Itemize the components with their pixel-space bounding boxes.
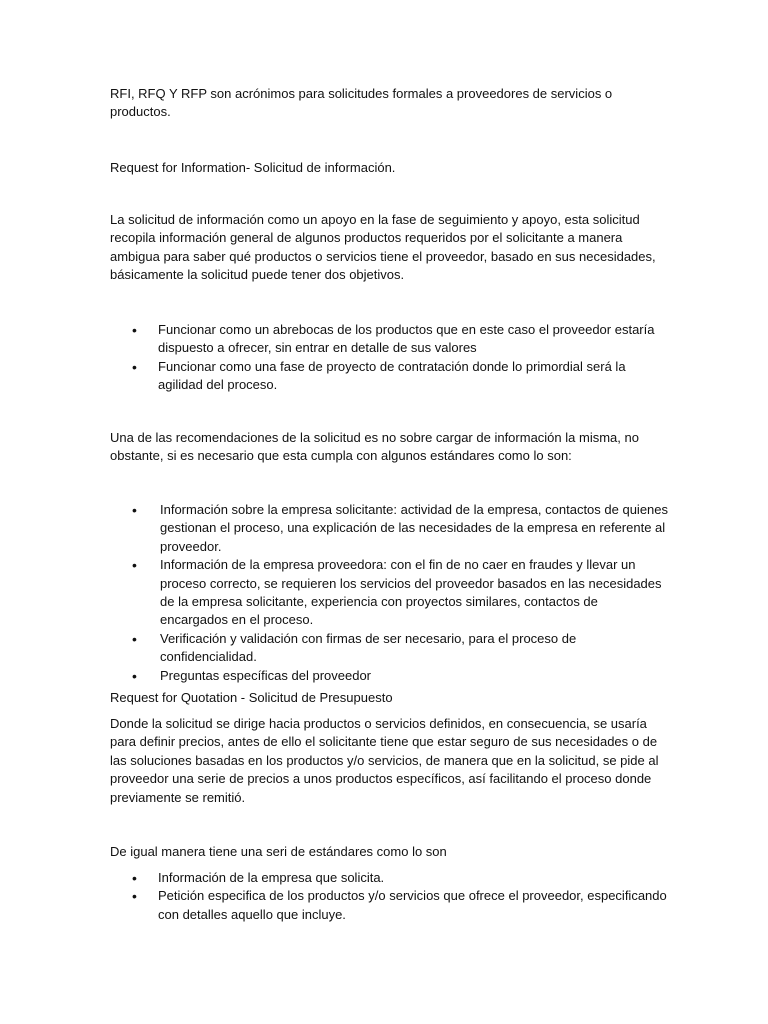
rfi-heading: Request for Information- Solicitud de información. — [110, 160, 396, 175]
rfq-standards-list — [110, 869, 668, 924]
list-item: • Información de la empresa que solicita. — [110, 869, 668, 887]
rfi-objectives-list — [110, 321, 668, 395]
list-item: • Funcionar como una fase de proyecto de contratación donde lo primordial será la agilidad del proceso. — [110, 358, 668, 395]
rfi-standards-list — [110, 501, 668, 685]
list-item: • Información de la empresa proveedora: con el fin de no caer en fraudes y llevar un proceso correcto, se requieren los servicios del proveedor basados en las necesidades de la empresa solicitante, experiencia con proyectos similares, contactos de encargados en el proceso. — [110, 556, 668, 630]
rfq-standards-intro: De igual manera tiene una seri de estándares como lo son — [110, 844, 447, 859]
list-item: • Petición especifica de los productos y/o servicios que ofrece el proveedor, especificando con detalles aquello que incluye. — [110, 887, 668, 924]
list-item: • Preguntas específicas del proveedor — [110, 667, 668, 685]
rfq-paragraph: Donde la solicitud se dirige hacia productos o servicios definidos, en consecuencia, se usaría para definir precios, antes de ello el solicitante tiene que estar seguro de sus necesidades o de las soluciones basadas en los productos y/o servicios, de manera que en la solicitud, se pide al proveedor una serie de precios a unos productos específicos, así facilitando el proceso donde previamente se remitió. — [110, 716, 659, 805]
list-item: • Funcionar como un abrebocas de los productos que en este caso el proveedor estaría dispuesto a ofrecer, sin entrar en detalle de sus valores — [110, 321, 668, 358]
rfq-heading: Request for Quotation - Solicitud de Presupuesto — [110, 690, 393, 705]
intro-paragraph: RFI, RFQ Y RFP son acrónimos para solicitudes formales a proveedores de servicios o productos. — [110, 86, 613, 120]
rfi-paragraph: La solicitud de información como un apoyo en la fase de seguimiento y apoyo, esta solicitud recopila información general de algunos productos requeridos por el solicitante a manera ambigua para saber qué productos o servicios tiene el proveedor, basado en sus necesidades, básicamente la solicitud puede tener dos objetivos. — [110, 212, 656, 283]
list-item: • Verificación y validación con firmas de ser necesario, para el proceso de confidencialidad. — [110, 630, 668, 667]
list-item: • Información sobre la empresa solicitante: actividad de la empresa, contactos de quienes gestionan el proceso, una explicación de las necesidades de la empresa en referente al proveedor. — [110, 501, 668, 556]
rfi-recommendation-paragraph: Una de las recomendaciones de la solicitud es no sobre cargar de información la misma, no obstante, si es necesario que esta cumpla con algunos estándares como lo son: — [110, 430, 639, 464]
